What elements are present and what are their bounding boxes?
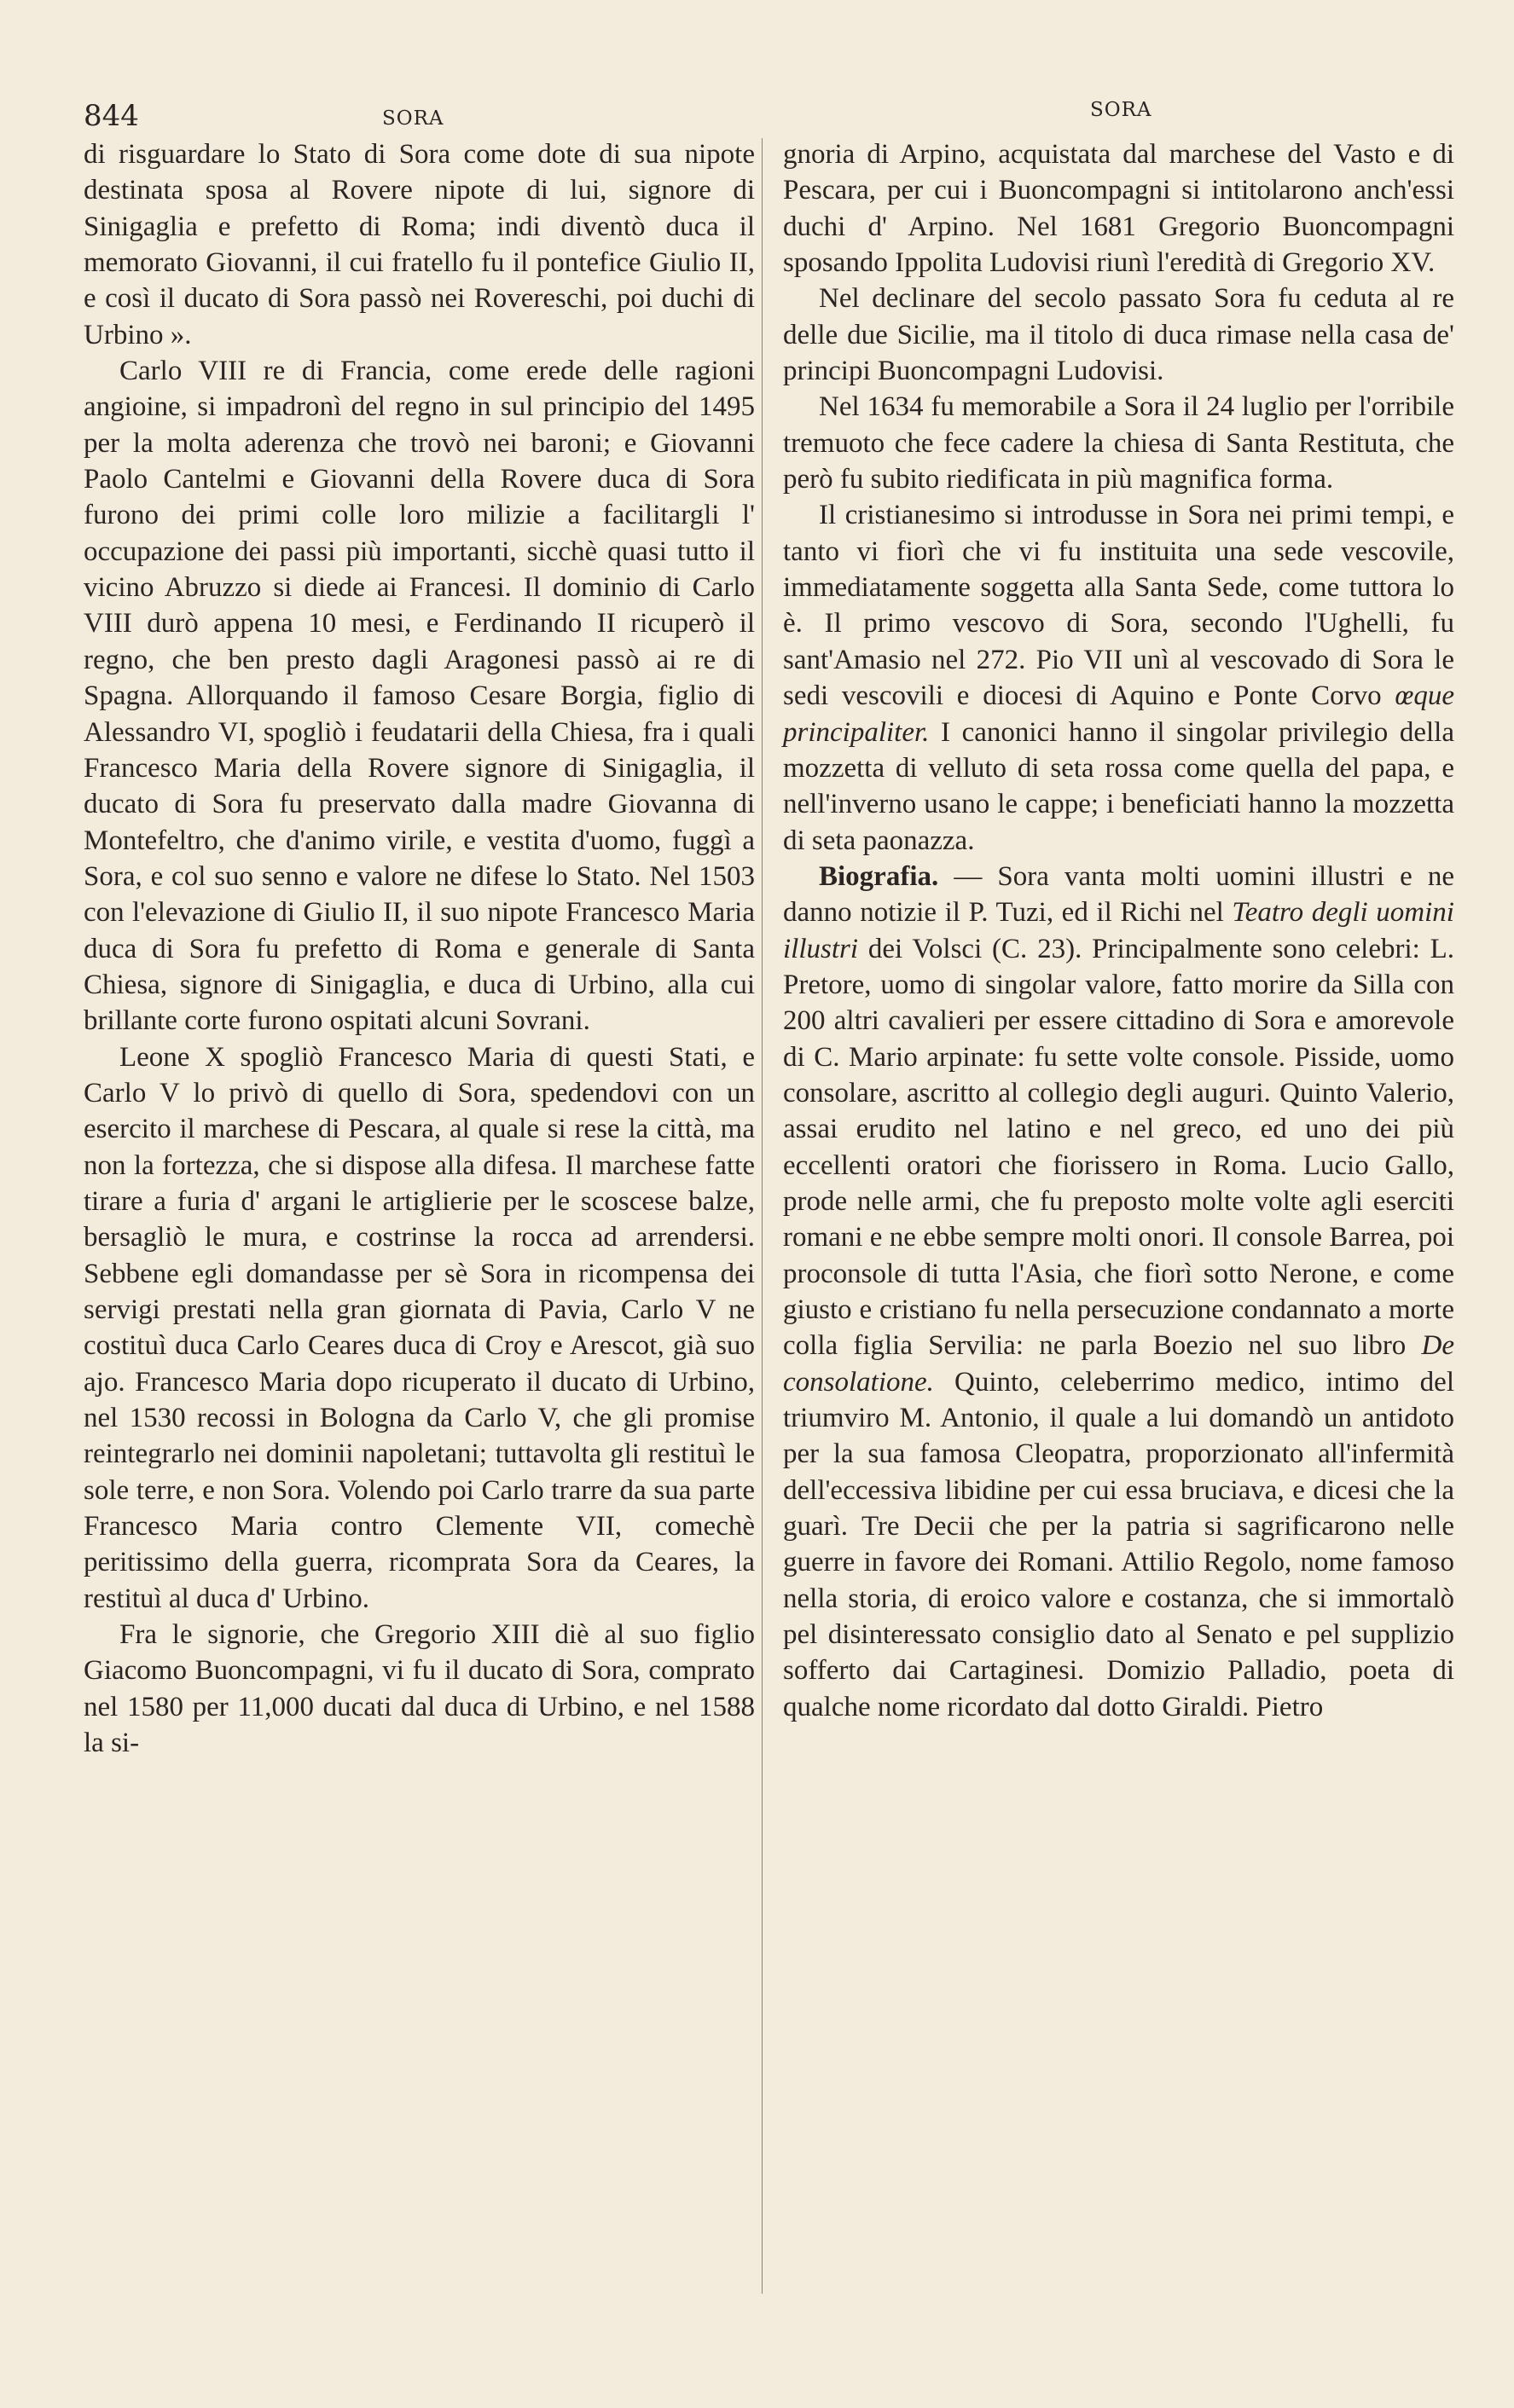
right-paragraph-2: Nel declinare del secolo passato Sora fu ceduta al re delle due Sicilie, ma il titolo di duca rimase nella casa de' principi Buoncompagni Ludovisi. (783, 283, 1454, 387)
right-p5-text-3: Quinto, celeberrimo medico, intimo del triumviro M. Antonio, il quale a lui domandò un antidoto per la sua famosa Cleopatra, proporzionato all'infermità dell'eccessiva libidine per cui essa bruciava, e dicesi che la guarì. Tre Decii che per la patria si sagrificarono nelle guerre in favore dei Romani. Attilio Regolo, nome famoso nella storia, di eroico valore e costanza, che si immortalò pel disinteressato consiglio dato al Senato e pel supplizio sofferto dai Cartaginesi. Domizio Palladio, poeta di qualche nome ricordato dal dotto Giraldi. Pietro (783, 1366, 1454, 1722)
running-head-right: SORA (1090, 99, 1152, 121)
biografia-heading: Biografia. (819, 860, 939, 892)
right-p5-italic-2: De consolatione. (783, 1330, 1454, 1398)
running-head-left: SORA (382, 107, 444, 130)
column-divider (762, 138, 763, 2294)
left-column (84, 136, 755, 1761)
left-paragraph-3: Leone X spogliò Francesco Maria di questi Stati, e Carlo V lo privò di quello di Sora, spedendovi con un esercito il marchese di Pescara, al quale si rese la città, ma non la fortezza, che si dispose alla difesa. Il marchese fatte tirare a furia d' argani le artiglierie per le scoscese balze, bersagliò le mura, e costrinse la rocca ad arrendersi. Sebbene egli domandasse per sè Sora in ricompensa dei servigi prestati nella gran giornata di Pavia, Carlo V ne costituì duca Carlo Ceares duca di Croy e Arescot, già suo ajo. Francesco Maria dopo ricuperato il ducato di Urbino, nel 1530 recossi in Bologna da Carlo V, che gli promise reintegrarlo nei dominii napoletani; tuttavolta gli restituì le sole terre, e non Sora. Volendo poi Carlo trarre da sua parte Francesco Maria contro Clemente VII, comechè peritissimo della guerra, ricomprata Sora da Ceares, la restituì al duca d' Urbino. (84, 1041, 755, 1614)
right-p4-italic: œque principaliter. (783, 680, 1454, 748)
right-p4-text-2: I canonici hanno il singolar privilegio della mozzetta di velluto di seta rossa come quella del papa, e nell'inverno usano le cappe; i beneficiati hanno la mozzetta di seta paonazza. (783, 716, 1454, 856)
left-paragraph-4: Fra le signorie, che Gregorio XIII diè al suo figlio Giacomo Buoncompagni, vi fu il ducato di Sora, comprato nel 1580 per 11,000 ducati dal duca di Urbino, e nel 1588 la si- (84, 1619, 755, 1759)
right-column (783, 136, 1454, 1725)
right-p5-text-2: dei Volsci (C. 23). Principalmente sono celebri: L. Pretore, uomo di singolar valore, fatto morire da Silla con 200 altri cavalieri per essere cittadino di Sora e amorevole di C. Mario arpinate: fu sette volte console. Pisside, uomo consolare, ascritto al collegio degli auguri. Quinto Valerio, assai erudito nel latino e nel greco, ed uno dei più eccellenti oratori che fiorissero in Roma. Lucio Gallo, prode nelle armi, che fu preposto molte volte agli eserciti romani e ne ebbe sempre molti onori. Il console Barrea, poi proconsole di tutta l'Asia, che fiorì sotto Nerone, e come giusto e cristiano fu nella persecuzione condannato a morte colla figlia Servilia: ne parla Boezio nel suo libro (783, 933, 1454, 1362)
right-p4-text-1: Il cristianesimo si introdusse in Sora nei primi tempi, e tanto vi fiorì che vi fu instituita una sede vescovile, immediatamente soggetta alla Santa Sede, come tuttora lo è. Il primo vescovo di Sora, secondo l'Ughelli, fu sant'Amasio nel 272. Pio VII unì al vescovado di Sora le sedi vescovili e diocesi di Aquino e Ponte Corvo (783, 500, 1454, 712)
right-paragraph-1: gnoria di Arpino, acquistata dal marchese del Vasto e di Pescara, per cui i Buoncompagni si intitolarono anch'essi duchi d' Arpino. Nel 1681 Gregorio Buoncompagni sposando Ippolita Ludovisi riunì l'eredità di Gregorio XV. (783, 139, 1454, 279)
right-p5-italic-1: Teatro degli uomini illustri (783, 897, 1454, 964)
right-paragraph-3: Nel 1634 fu memorabile a Sora il 24 luglio per l'orribile tremuoto che fece cadere la chiesa di Santa Restituta, che però fu subito riedificata in più magnifica forma. (783, 391, 1454, 495)
left-paragraph-2: Carlo VIII re di Francia, come erede delle ragioni angioine, si impadronì del regno in sul principio del 1495 per la molta aderenza che trovò nei baroni; e Giovanni Paolo Cantelmi e Giovanni della Rovere duca di Sora furono dei primi colle loro milizie a facilitargli l' occupazione dei passi più importanti, sicchè quasi tutto il vicino Abruzzo si diede ai Francesi. Il dominio di Carlo VIII durò appena 10 mesi, e Ferdinando II ricuperò il regno, che ben presto dagli Aragonesi passò ai re di Spagna. Allorquando il famoso Cesare Borgia, figlio di Alessandro VI, spogliò i feudatarii della Chiesa, fra i quali Francesco Maria della Rovere signore di Sinigaglia, il ducato di Sora fu preservato dalla madre Giovanna di Montefeltro, che d'animo virile, e vestita d'uomo, fuggì a Sora, e col suo senno e valore ne difese lo Stato. Nel 1503 con l'elevazione di Giulio II, il suo nipote Francesco Maria duca di Sora fu prefetto di Roma e generale di Santa Chiesa, signore di Sinigaglia, e duca di Urbino, alla cui brillante corte furono ospitati alcuni Sovrani. (84, 356, 755, 1037)
right-p5-text-1: — Sora vanta molti uomini illustri e ne danno notizie il P. Tuzi, ed il Richi nel (783, 860, 1454, 929)
right-paragraph-4 (783, 497, 1454, 858)
left-paragraph-1: di risguardare lo Stato di Sora come dote di sua nipote destinata sposa al Rovere nipote di lui, signore di Sinigaglia e prefetto di Roma; indi diventò duca il memorato Giovanni, il cui fratello fu il pontefice Giulio II, e così il ducato di Sora passò nei Rovereschi, poi duchi di Urbino ». (84, 139, 755, 350)
right-paragraph-5 (783, 859, 1454, 1725)
page-number: 844 (84, 99, 139, 133)
